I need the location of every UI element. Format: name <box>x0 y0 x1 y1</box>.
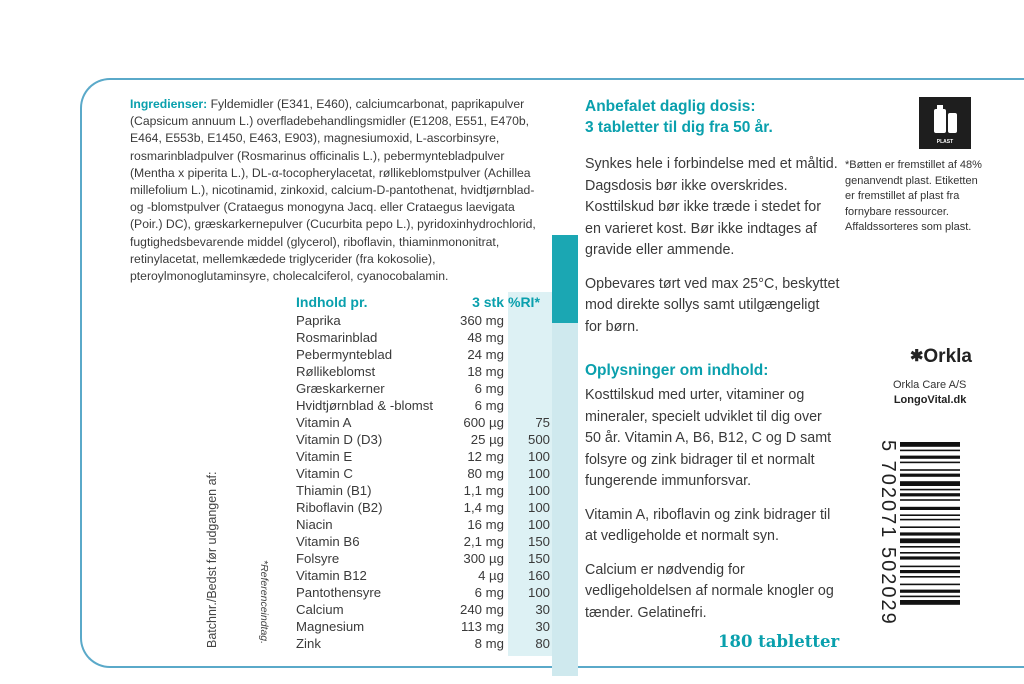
nutrient-ri: 100 <box>527 585 550 600</box>
right-column <box>585 96 840 636</box>
nutrient-name: Rosmarinblad <box>296 330 378 345</box>
barcode-bar <box>900 570 960 573</box>
nutrient-name: Pebermynteblad <box>296 347 393 362</box>
nutrient-ri: 75 <box>535 415 550 430</box>
dosage-heading-2: 3 tabletter til dig fra 50 år. <box>585 119 773 136</box>
nutrient-amount: 2,1 mg <box>463 534 504 549</box>
nutrient-amount: 1,4 mg <box>463 500 504 515</box>
nutrient-ri <box>504 363 552 380</box>
nutrient-amount: 6 mg <box>474 381 504 396</box>
barcode-bar <box>900 519 960 521</box>
nutrient-name: Hvidtjørnblad & -blomst <box>296 398 434 413</box>
nutrition-row <box>296 533 552 550</box>
nutrition-row <box>296 499 552 516</box>
nutrition-row <box>296 346 552 363</box>
nutrient-name: Vitamin D (D3) <box>296 432 383 447</box>
barcode-bar <box>900 499 960 501</box>
nutrition-row <box>296 635 552 652</box>
nutrition-row <box>296 363 552 380</box>
nutrient-name: Calcium <box>296 602 344 617</box>
orkla-logo <box>910 346 972 368</box>
nutrition-header <box>296 292 552 312</box>
nutrient-ri: 80 <box>535 636 550 651</box>
header-ri: %RI* <box>508 294 540 310</box>
info-text-3: Calcium er nødvendig for vedligeholdelsen af normale knogler og tænder. Gelatinefri. <box>585 561 834 621</box>
nutrient-name: Vitamin C <box>296 466 353 481</box>
nutrition-row <box>296 380 552 397</box>
nutrient-name: Pantothensyre <box>296 585 382 600</box>
nutrient-ri: 30 <box>535 619 550 634</box>
nutrition-row <box>296 567 552 584</box>
nutrition-row <box>296 312 552 329</box>
plastic-note: *Bøtten er fremstillet af 48% genanvendt plast. Etiketten er fremstillet af plast fra fornybare ressourcer. Affaldssorteres som plast. <box>845 159 982 233</box>
ingredients-list: Fyldemidler (E341, E460), calciumcarbonat, paprikapulver (Capsicum annuum L.) overfladebehandlingsmidler (E1208, E551, E470b, E464, E553b, E1450, E463, E903), magnesiumoxid, L-ascorbinsyre, rosmarinbladpulver (Rosmarinus officinalis L.), pebermyntebladpulver (Mentha x piperita L.), DL-α-tocopherylacetat, røllikeblomstpulver (Achillea millefolium L.), nicotinamid, zinkoxid, calcium-D-pantothenat, hvidtjørnblad- og -blomstpulver (Crataegus monogyna Jacq. eller Crataegus laevigata (Poir.) DC), græskarkernepulver (Cucurbita pepo L.), pyridoxinhydrochlorid, fugtighedsbevarende middel (glycerol), riboflavin, thiaminmononitrat, retinylacetat, mellemkædede triglycerider (fra kokosolie), pteroylmonoglutaminsyre, cholecalciferol, cyanocobalamin. <box>130 97 536 284</box>
barcode-digits: 5 702071 502029 <box>877 440 899 626</box>
nutrient-ri: 100 <box>527 483 550 498</box>
nutrient-name: Vitamin A <box>296 415 352 430</box>
barcode-bar <box>900 546 960 548</box>
barcode-bar <box>900 590 960 593</box>
nutrient-ri <box>504 397 552 414</box>
batch-label: Batchnr./Bedst før udgangen af: <box>205 471 219 648</box>
barcode-bar <box>900 556 960 559</box>
nutrient-ri: 160 <box>527 568 550 583</box>
nutrient-name: Folsyre <box>296 551 340 566</box>
nutrient-name: Græskarkerner <box>296 381 385 396</box>
nutrient-name: Magnesium <box>296 619 365 634</box>
header-amount: 3 stk <box>472 294 504 310</box>
logo-star-icon: ✱ <box>910 348 924 365</box>
nutrient-ri: 100 <box>527 466 550 481</box>
barcode <box>850 440 960 655</box>
nutrient-amount: 600 µg <box>463 415 504 430</box>
info-text-1: Kosttilskud med urter, vitaminer og mineraler, specielt udviklet til dig over 50 år. Vitamin A, B6, B12, C og D samt folsyre og zink bidrager til et normalt fungerende immunforsvar. <box>585 387 832 489</box>
nutrition-row <box>296 448 552 465</box>
barcode-bar <box>900 526 960 528</box>
company-name: Orkla Care A/S <box>893 379 967 391</box>
nutrient-amount: 6 mg <box>474 398 504 413</box>
barcode-bar <box>900 600 960 605</box>
barcode-bar <box>900 474 960 477</box>
logo-text: Orkla <box>923 346 972 367</box>
info-text-2: Vitamin A, riboflavin og zink bidrager til at vedligeholde et normalt syn. <box>585 506 831 544</box>
nutrient-amount: 12 mg <box>467 449 504 464</box>
ingredients-heading: Ingredienser: <box>130 97 208 111</box>
nutrition-row <box>296 550 552 567</box>
nutrient-ri: 150 <box>527 534 550 549</box>
accent-stripe-light <box>552 323 578 676</box>
barcode-bar <box>900 514 960 516</box>
barcode-bar <box>900 596 960 598</box>
nutrition-row <box>296 601 552 618</box>
nutrient-ri: 30 <box>535 602 550 617</box>
nutrient-ri <box>504 312 552 329</box>
nutrient-amount: 24 mg <box>467 347 504 362</box>
nutrition-row <box>296 431 552 448</box>
storage-text: Opbevares tørt ved max 25°C, beskyttet mod direkte sollys samt utilgængeligt for børn. <box>585 275 840 335</box>
barcode-bar <box>900 456 960 459</box>
barcode-bar <box>900 489 960 491</box>
nutrient-ri: 500 <box>527 432 550 447</box>
nutrient-amount: 8 mg <box>474 636 504 651</box>
nutrient-ri: 150 <box>527 551 550 566</box>
barcode-bar <box>900 481 960 486</box>
nutrient-amount: 25 µg <box>470 432 504 447</box>
ingredients-text <box>130 96 550 285</box>
barcode-bar <box>900 469 960 471</box>
barcode-bar <box>900 538 960 543</box>
website: LongoVital.dk <box>893 394 967 406</box>
nutrient-amount: 18 mg <box>467 364 504 379</box>
tablet-count: 180 tabletter <box>718 632 840 651</box>
plastic-icon-label: PLAST <box>936 139 954 145</box>
plastic-recycling-icon <box>919 97 971 149</box>
nutrition-row <box>296 516 552 533</box>
barcode-bar <box>900 507 960 510</box>
nutrient-amount: 4 µg <box>478 568 504 583</box>
nutrient-name: Riboflavin (B2) <box>296 500 383 515</box>
nutrient-amount: 300 µg <box>463 551 504 566</box>
nutrition-rows <box>296 312 552 652</box>
barcode-bar <box>900 493 960 496</box>
nutrient-name: Niacin <box>296 517 333 532</box>
nutrient-ri: 100 <box>527 500 550 515</box>
nutrient-name: Vitamin B6 <box>296 534 360 549</box>
nutrient-amount: 1,1 mg <box>463 483 504 498</box>
nutrition-row <box>296 465 552 482</box>
accent-stripe-dark <box>552 235 578 323</box>
nutrition-table <box>296 292 552 652</box>
barcode-bar <box>900 532 960 535</box>
nutrient-amount: 360 mg <box>460 313 504 328</box>
nutrient-amount: 240 mg <box>460 602 504 617</box>
nutrient-name: Paprika <box>296 313 341 328</box>
barcode-bar <box>900 584 960 586</box>
nutrient-amount: 48 mg <box>467 330 504 345</box>
nutrient-ri: 100 <box>527 449 550 464</box>
barcode-bar <box>900 566 960 568</box>
barcode-bar <box>900 450 960 452</box>
nutrient-name: Thiamin (B1) <box>296 483 372 498</box>
nutrition-row <box>296 618 552 635</box>
nutrient-name: Vitamin B12 <box>296 568 367 583</box>
nutrient-amount: 16 mg <box>467 517 504 532</box>
nutrient-name: Vitamin E <box>296 449 353 464</box>
info-heading: Oplysninger om indhold: <box>585 362 769 379</box>
nutrient-ri <box>504 329 552 346</box>
nutrient-ri <box>504 380 552 397</box>
nutrition-row <box>296 397 552 414</box>
barcode-bar <box>900 462 960 464</box>
nutrition-row <box>296 482 552 499</box>
company-info <box>893 378 966 408</box>
nutrient-amount: 113 mg <box>460 619 504 634</box>
nutrient-name: Røllikeblomst <box>296 364 376 379</box>
barcode-bar <box>900 576 960 578</box>
dosage-heading-1: Anbefalet daglig dosis: <box>585 98 756 115</box>
nutrition-row <box>296 329 552 346</box>
nutrient-ri <box>504 346 552 363</box>
nutrient-amount: 80 mg <box>467 466 504 481</box>
reference-note: *Referenceindtag. <box>258 560 270 645</box>
nutrient-amount: 6 mg <box>474 585 504 600</box>
barcode-bar <box>900 442 960 447</box>
nutrition-row <box>296 414 552 431</box>
nutrient-name: Zink <box>296 636 321 651</box>
barcode-bar <box>900 552 960 554</box>
nutrition-row <box>296 584 552 601</box>
nutrient-ri: 100 <box>527 517 550 532</box>
dosage-text: Synkes hele i forbindelse med et måltid. Dagsdosis bør ikke overskrides. Kosttilskud bør ikke træde i stedet for en varieret kost. Bør ikke indtages af gravide eller ammende. <box>585 156 838 258</box>
header-name: Indhold pr. <box>296 294 368 310</box>
